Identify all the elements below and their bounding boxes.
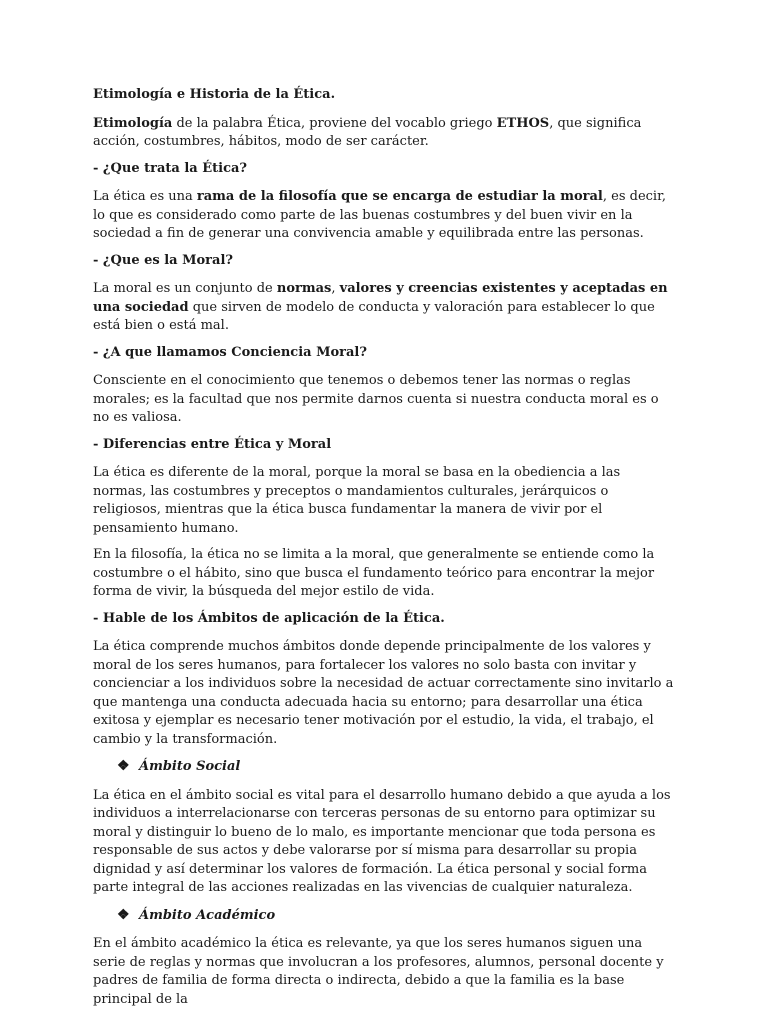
- document-body: [93, 86, 675, 1017]
- social-scope-body: La ética en el ámbito social es vital para el desarrollo humano debido a que ayuda a los individuos a interrelacionarse con terceras personas de su entorno para optimizar su moral y distinguir lo bueno de lo malo, es importante mencionar que toda persona es responsable de sus actos y debe valorarse por sí misma para desarrollar su propia dignidad y así determinar los valores de formación. La ética personal y social forma parte integral de las acciones realizadas en las vivencias de cualquier naturaleza.: [93, 787, 671, 895]
- question-1-heading: [93, 160, 675, 179]
- question-5-heading: [93, 610, 675, 629]
- etymology-term: Etimología: [93, 115, 173, 131]
- question-4-answer-2: En la filosofía, la ética no se limita a la moral, que generalmente se entiende como la costumbre o el hábito, sino que busca el fundamento teórico para encontrar la mejor forma de vivir, la búsqueda del mejor estilo de vida.: [93, 547, 655, 599]
- question-3-text: ¿A que llamamos Conciencia Moral?: [102, 344, 367, 360]
- answer-bold: normas: [276, 281, 332, 296]
- question-4-text: Diferencias entre Ética y Moral: [102, 436, 332, 452]
- answer-text: ,: [331, 281, 340, 296]
- etymology-paragraph: [93, 115, 675, 152]
- answer-bold: valores y creencias existentes y aceptadas en una sociedad: [93, 281, 668, 315]
- dash: -: [93, 160, 103, 176]
- question-1-answer: [93, 188, 675, 244]
- academic-scope-title: Ámbito Académico: [139, 907, 276, 923]
- question-5-text: Hable de los Ámbitos de aplicación de la Ética.: [102, 610, 445, 626]
- question-2-heading: [93, 252, 675, 271]
- question-3-heading: [93, 344, 675, 363]
- academic-scope-body: En el ámbito académico la ética es relevante, ya que los seres humanos siguen una serie de reglas y normas que involucran a los profesores, alumnos, personal docente y padres de familia de forma directa o indirecta, debido a que la familia es la base principal de la: [93, 936, 664, 1007]
- etymology-text-2: , que significa acción, costumbres, hábitos, modo de ser carácter.: [93, 115, 642, 149]
- question-1-text: ¿Que trata la Ética?: [102, 160, 248, 176]
- diamond-bullet-icon: ❖: [117, 906, 130, 923]
- answer-bold: rama de la filosofía que se encarga de estudiar la moral: [196, 189, 603, 204]
- ethos-term: ETHOS: [496, 115, 550, 131]
- answer-text: , es decir, lo que es considerado como parte de las buenas costumbres y del buen vivir en la sociedad a fin de generar una convivencia amable y equilibrada entre las personas.: [93, 189, 667, 241]
- answer-text: La ética es una: [93, 189, 197, 204]
- academic-scope-heading: [117, 906, 675, 926]
- dash: -: [93, 436, 103, 452]
- etymology-text-1: de la palabra Ética, proviene del vocablo griego: [172, 115, 497, 131]
- question-3-answer: Consciente en el conocimiento que tenemos o debemos tener las normas o reglas morales; es la facultad que nos permite darnos cuenta si nuestra conducta moral es o no es valiosa.: [93, 373, 659, 425]
- dash: -: [93, 344, 103, 360]
- document-title: Etimología e Historia de la Ética.: [93, 87, 336, 102]
- social-scope-heading: [117, 757, 675, 777]
- dash: -: [93, 252, 103, 268]
- dash: -: [93, 610, 103, 626]
- social-scope-title: Ámbito Social: [139, 759, 241, 774]
- answer-text: que sirven de modelo de conducta y valoración para establecer lo que está bien o está mal.: [93, 299, 655, 333]
- question-2-answer: [93, 280, 675, 336]
- question-4-heading: [93, 436, 675, 455]
- question-5-answer: La ética comprende muchos ámbitos donde depende principalmente de los valores y moral de los seres humanos, para fortalecer los valores no solo basta con invitar y concienciar a los individuos sobre la necesidad de actuar correctamente sino invitarlo a que mantenga una conducta adecuada hacia su entorno; para desarrollar una ética exitosa y ejemplar es necesario tener motivación por el estudio, la vida, el trabajo, el cambio y la transformación.: [93, 639, 674, 747]
- answer-text: La moral es un conjunto de: [93, 281, 277, 296]
- diamond-bullet-icon: ❖: [117, 758, 130, 774]
- question-2-text: ¿Que es la Moral?: [102, 252, 234, 268]
- question-4-answer-1: La ética es diferente de la moral, porque la moral se basa en la obediencia a las normas, las costumbres y preceptos o mandamientos culturales, jerárquicos o religiosos, mientras que la ética busca fundamentar la manera de vivir por el pensamiento humano.: [93, 465, 621, 536]
